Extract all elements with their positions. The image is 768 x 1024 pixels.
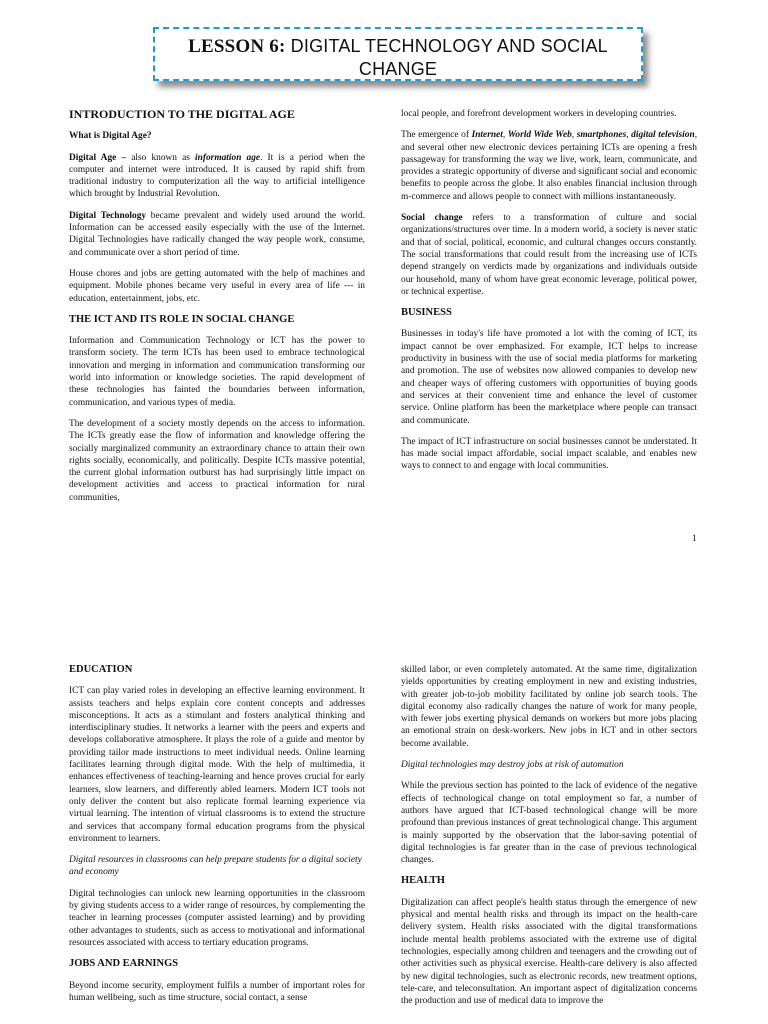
paragraph-digital-technology: Digital Technology became prevalent and widely used around the world. Information can be accessed easily especially with the use of the Internet. Digital Technologies have radically changed the way people work, consume, and communicate over a short period of time. xyxy=(69,210,365,258)
lesson-title-line1: DIGITAL TECHNOLOGY AND SOCIAL xyxy=(290,36,608,56)
paragraph-house-chores: House chores and jobs are getting automated with the help of machines and equipment. Mobile phones became very useful in every area of life --- in education, entertainment, jobs, etc. xyxy=(69,268,365,304)
paragraph-digital-learning: Digital technologies can unlock new learning opportunities in the classroom by giving students access to a wider range of resources, by complementing the teacher in learning processes (computer assisted learning) and by providing other advantages to students, such as access to motivational and informational resources associated with access to tertiary education programs. xyxy=(69,888,365,948)
lesson-title-line2: CHANGE xyxy=(358,59,438,79)
paragraph-ict-power: Information and Communication Technology or ICT has the power to transform society. The term ICTs has been used to embrace technological innovation and merging in information and communication transforming our world into information or knowledge societies. The rapid development of these technologies has fainted the boundaries between information, communication, and various types of media. xyxy=(69,336,365,408)
section-heading-business: BUSINESS xyxy=(401,307,452,319)
page-number: 1 xyxy=(692,534,697,544)
section-heading-intro: INTRODUCTION TO THE DIGITAL AGE xyxy=(69,107,295,121)
caption-digital-resources: Digital resources in classrooms can help prepare students for a digital society and economy xyxy=(69,855,362,878)
paragraph-business-ict: Businesses in today's life have promoted a lot with the coming of ICT, its impact cannot be over emphasized. For example, ICT helps to increase productivity in business with the use of social media platforms for marketing and promotion. The use of websites now allowed companies to develop new and cheaper ways of offering customers with opportunities of buying goods and services at their convenient time and enhance the level of customer service. Online platform has been the marketplace where people can transact and communicate. xyxy=(401,329,697,426)
page2-right-column xyxy=(401,664,697,1016)
paragraph-ict-infrastructure: The impact of ICT infrastructure on social businesses cannot be understated. It has made social impact affordable, social impact scalable, and enables new ways to connect to and engage with local communities. xyxy=(401,436,697,472)
paragraph-emergence: The emergence of Internet, World Wide Web, smartphones, digital television, and several other new electronic devices pertaining ICTs are opening a fresh passageway for transforming the way we live, work, learn, communicate, and provides a strategic opportunity of diverse and significant social and economic benefits to people across the globe. It also enables financial inclusion through m-commerce and allows people to connect with millions instantaneously. xyxy=(401,130,698,202)
paragraph-employment: Beyond income security, employment fulfils a number of important roles for human wellbeing, such as time structure, social contact, a sense xyxy=(69,980,365,1003)
paragraph-digital-age: Digital Age – also known as information age. It is a period when the computer and internet were introduced. It is caused by rapid shift from traditional industry to computerization all the way to artificial intelligence which brought by Industrial Revolution. xyxy=(69,152,366,200)
page2-left-column xyxy=(69,664,365,1013)
section-heading-education: EDUCATION xyxy=(69,664,133,675)
paragraph-health: Digitalization can affect people's health status through the emergence of new physical and mental health risks and through its impact on the health-care delivery system. Health risks associated with the digital transformations include mental health problems associated with the extreme use of digital technologies, especially among children and teenagers and the crowding out of other activities such as physical exercise. Health-care delivery is also affected by new digital technologies, such as electronic records, new treatment options, tele-care, and teleconsultation. An important aspect of digitalization concerns the production and use of medical data to improve the xyxy=(401,897,697,1007)
page1-left-column xyxy=(69,108,365,513)
subheading-what-is-digital-age: What is Digital Age? xyxy=(69,131,152,142)
paragraph-skilled-labor: skilled labor, or even completely automated. At the same time, digitalization yields opportunities by creating employment in new and existing industries, with greater job-to-job mobility facilitated by online job search tools. The digital economy also radically changes the nature of work for many people, with fewer jobs exerting physical demands on workers but more jobs placing an emotional strain on desk-workers. New jobs in ICT and in other sectors become available. xyxy=(401,665,697,749)
paragraph-social-change: Social change refers to a transformation of culture and social organizations/structures over time. In a modern world, a society is never static and that of social, political, economic, and cultural changes occurs constantly. The social transformations that could result from the increasing use of ICTs depend strangely on verdicts made by organizations and individuals outside our household, many of whom have great economic leverage, political power, or technical expertise. xyxy=(401,213,697,297)
lesson-number: LESSON 6: xyxy=(188,36,286,57)
section-heading-health: HEALTH xyxy=(401,875,445,887)
lesson-title-box xyxy=(153,27,643,81)
section-heading-jobs: JOBS AND EARNINGS xyxy=(69,958,179,970)
paragraph-education-ict: ICT can play varied roles in developing an effective learning environment. It assists teachers and helps explain core content concepts and addresses misconceptions. It acts as a stimulant and fosters analytical thinking and interdisciplinary studies. It networks a learner with the peers and experts and develops collaborative atmosphere. It plays the role of a guide and mentor by providing tailor made instructions to meet individual needs. Online learning facilitates learning through digital mode. With the help of multimedia, it enhances effectiveness of teaching-learning and hence proves crucial for early learners, slow learners, and differently abled learners. Modern ICT tools not only deliver the content but also replicate formal learning experience via virtual learning. The intention of virtual classrooms is to extend the structure and services that accompany formal education programs from the physical environment to learners. xyxy=(69,686,365,844)
section-heading-ict-role: THE ICT AND ITS ROLE IN SOCIAL CHANGE xyxy=(69,313,295,325)
paragraph-development-society: The development of a society mostly depends on the access to information. The ICTs greatly ease the flow of information and knowledge offering the socially marginalized community an extraordinary chance to attain their own rights socially, economically, and politically. Despite ICTs massive potential, the current global information outburst has had surprisingly little impact on development activities and access to practical information for rural communities, xyxy=(69,418,365,503)
lesson-title xyxy=(155,35,641,80)
paragraph-local-people: local people, and forefront development workers in developing countries. xyxy=(401,109,677,119)
paragraph-technological-change: While the previous section has pointed to the lack of evidence of the negative effects of technological change on total employment so far, a number of authors have argued that ICT-based technological change will be more profound than previous instances of great technological change. This argument is mainly supported by the observation that the labor-saving potential of digital technologies is far greater than in the case of previous technological changes. xyxy=(401,781,697,866)
page1-right-column xyxy=(401,108,697,482)
caption-destroy-jobs: Digital technologies may destroy jobs at risk of automation xyxy=(401,760,624,771)
